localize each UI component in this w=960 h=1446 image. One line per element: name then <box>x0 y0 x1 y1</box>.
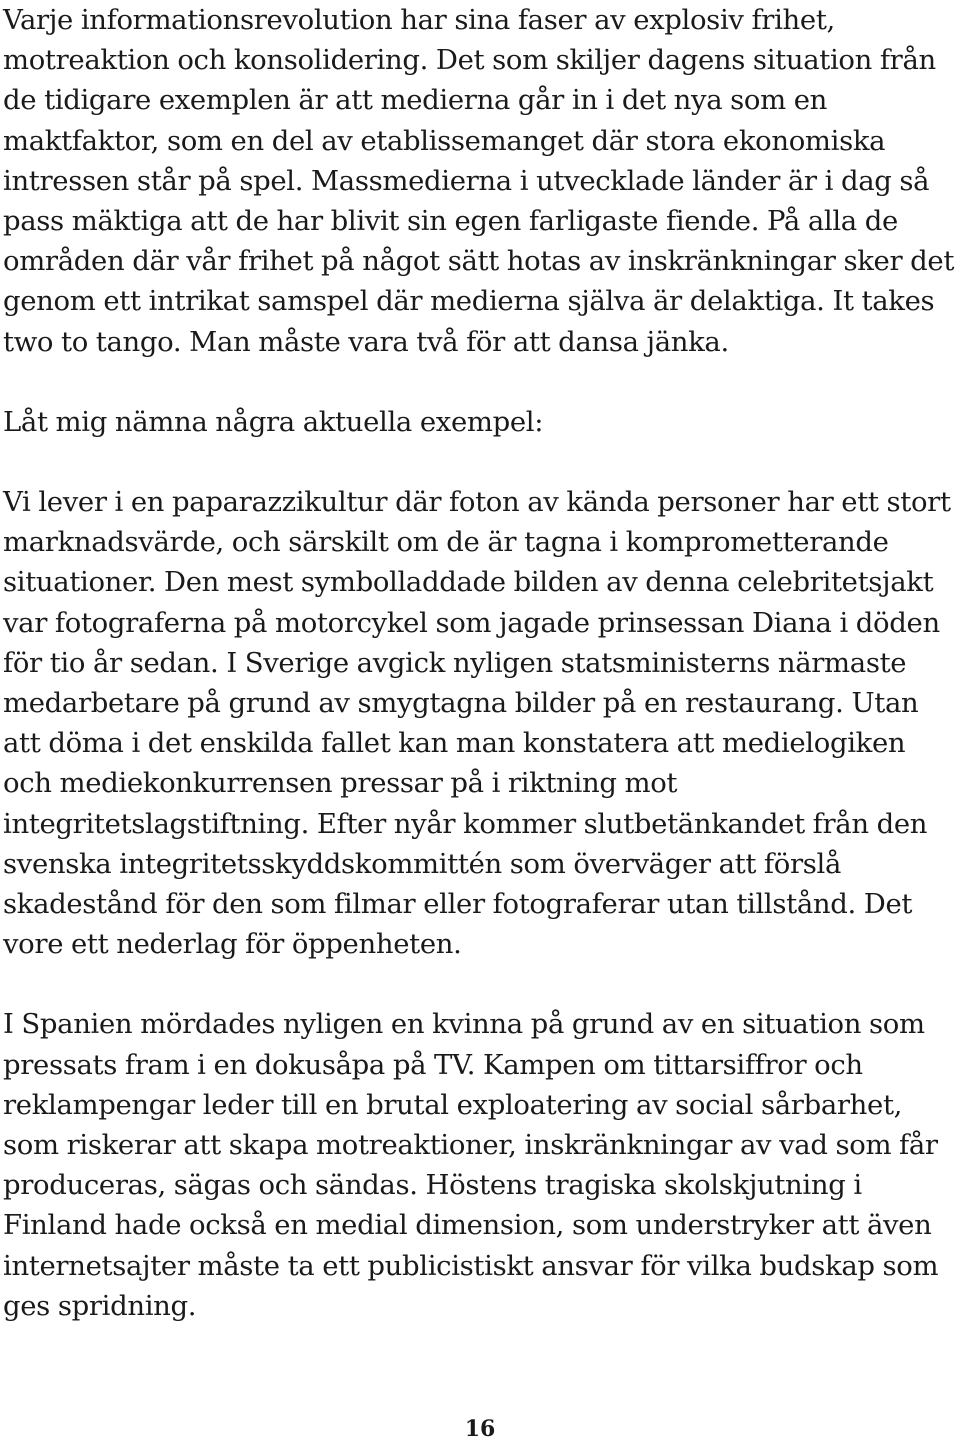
paragraph-gap <box>3 442 957 482</box>
paragraph-examples-intro: Låt mig nämna några aktuella exempel: <box>3 405 544 438</box>
paragraph-gap <box>3 362 957 402</box>
paragraph-paparazzi-culture: Vi lever i en paparazzikultur där foton av kända personer har ett stort marknadsvärde, och särskilt om de är tagna i komprometterande situationer. Den mest symbolladdade bilden av denna celebritetsjakt var fotograferna på motorcykel som jagade prinsessan Diana i döden för tio år sedan. I Sverige avgick nyligen statsministerns närmaste medarbetare på grund av smygtagna bilder på en restaurang. Utan att döma i det enskilda fallet kan man konstatera att medielogiken och mediekonkurrensen pressar på i riktning mot integritetslagstiftning. Efter nyår kommer slutbetänkandet från den svenska integritetsskyddskommittén som överväger att förslå skadestånd för den som filmar eller fotograferar utan tillstånd. Det vore ett nederlag för öppenheten. <box>3 486 951 961</box>
paragraph-gap <box>3 964 957 1004</box>
body-text <box>3 0 957 1326</box>
paragraph-reality-tv: I Spanien mördades nyligen en kvinna på grund av en situation som pressats fram i en dokusåpa på TV. Kampen om tittarsiffror och reklampengar leder till en brutal exploatering av social sårbarhet, som riskerar att skapa motreaktioner, inskränkningar av vad som får produceras, sägas och sändas. Höstens tragiska skolskjutning i Finland hade också en medial dimension, som understryker att även internetsajter måste ta ett publicistiskt ansvar för vilka budskap som ges spridning. <box>3 1008 939 1322</box>
page-number: 16 <box>464 1416 496 1442</box>
paragraph-information-revolution: Varje informationsrevolution har sina faser av explosiv frihet, motreaktion och konsolidering. Det som skiljer dagens situation från de tidigare exemplen är att medierna går in i det nya som en maktfaktor, som en del av etablissemanget där stora ekonomiska intressen står på spel. Massmedierna i utvecklade länder är i dag så pass mäktiga att de har blivit sin egen farligaste fiende. På alla de områden där vår frihet på något sätt hotas av inskränkningar sker det genom ett intrikat samspel där medierna själva är delaktiga. It takes two to tango. Man måste vara två för att dansa jänka. <box>3 4 955 358</box>
